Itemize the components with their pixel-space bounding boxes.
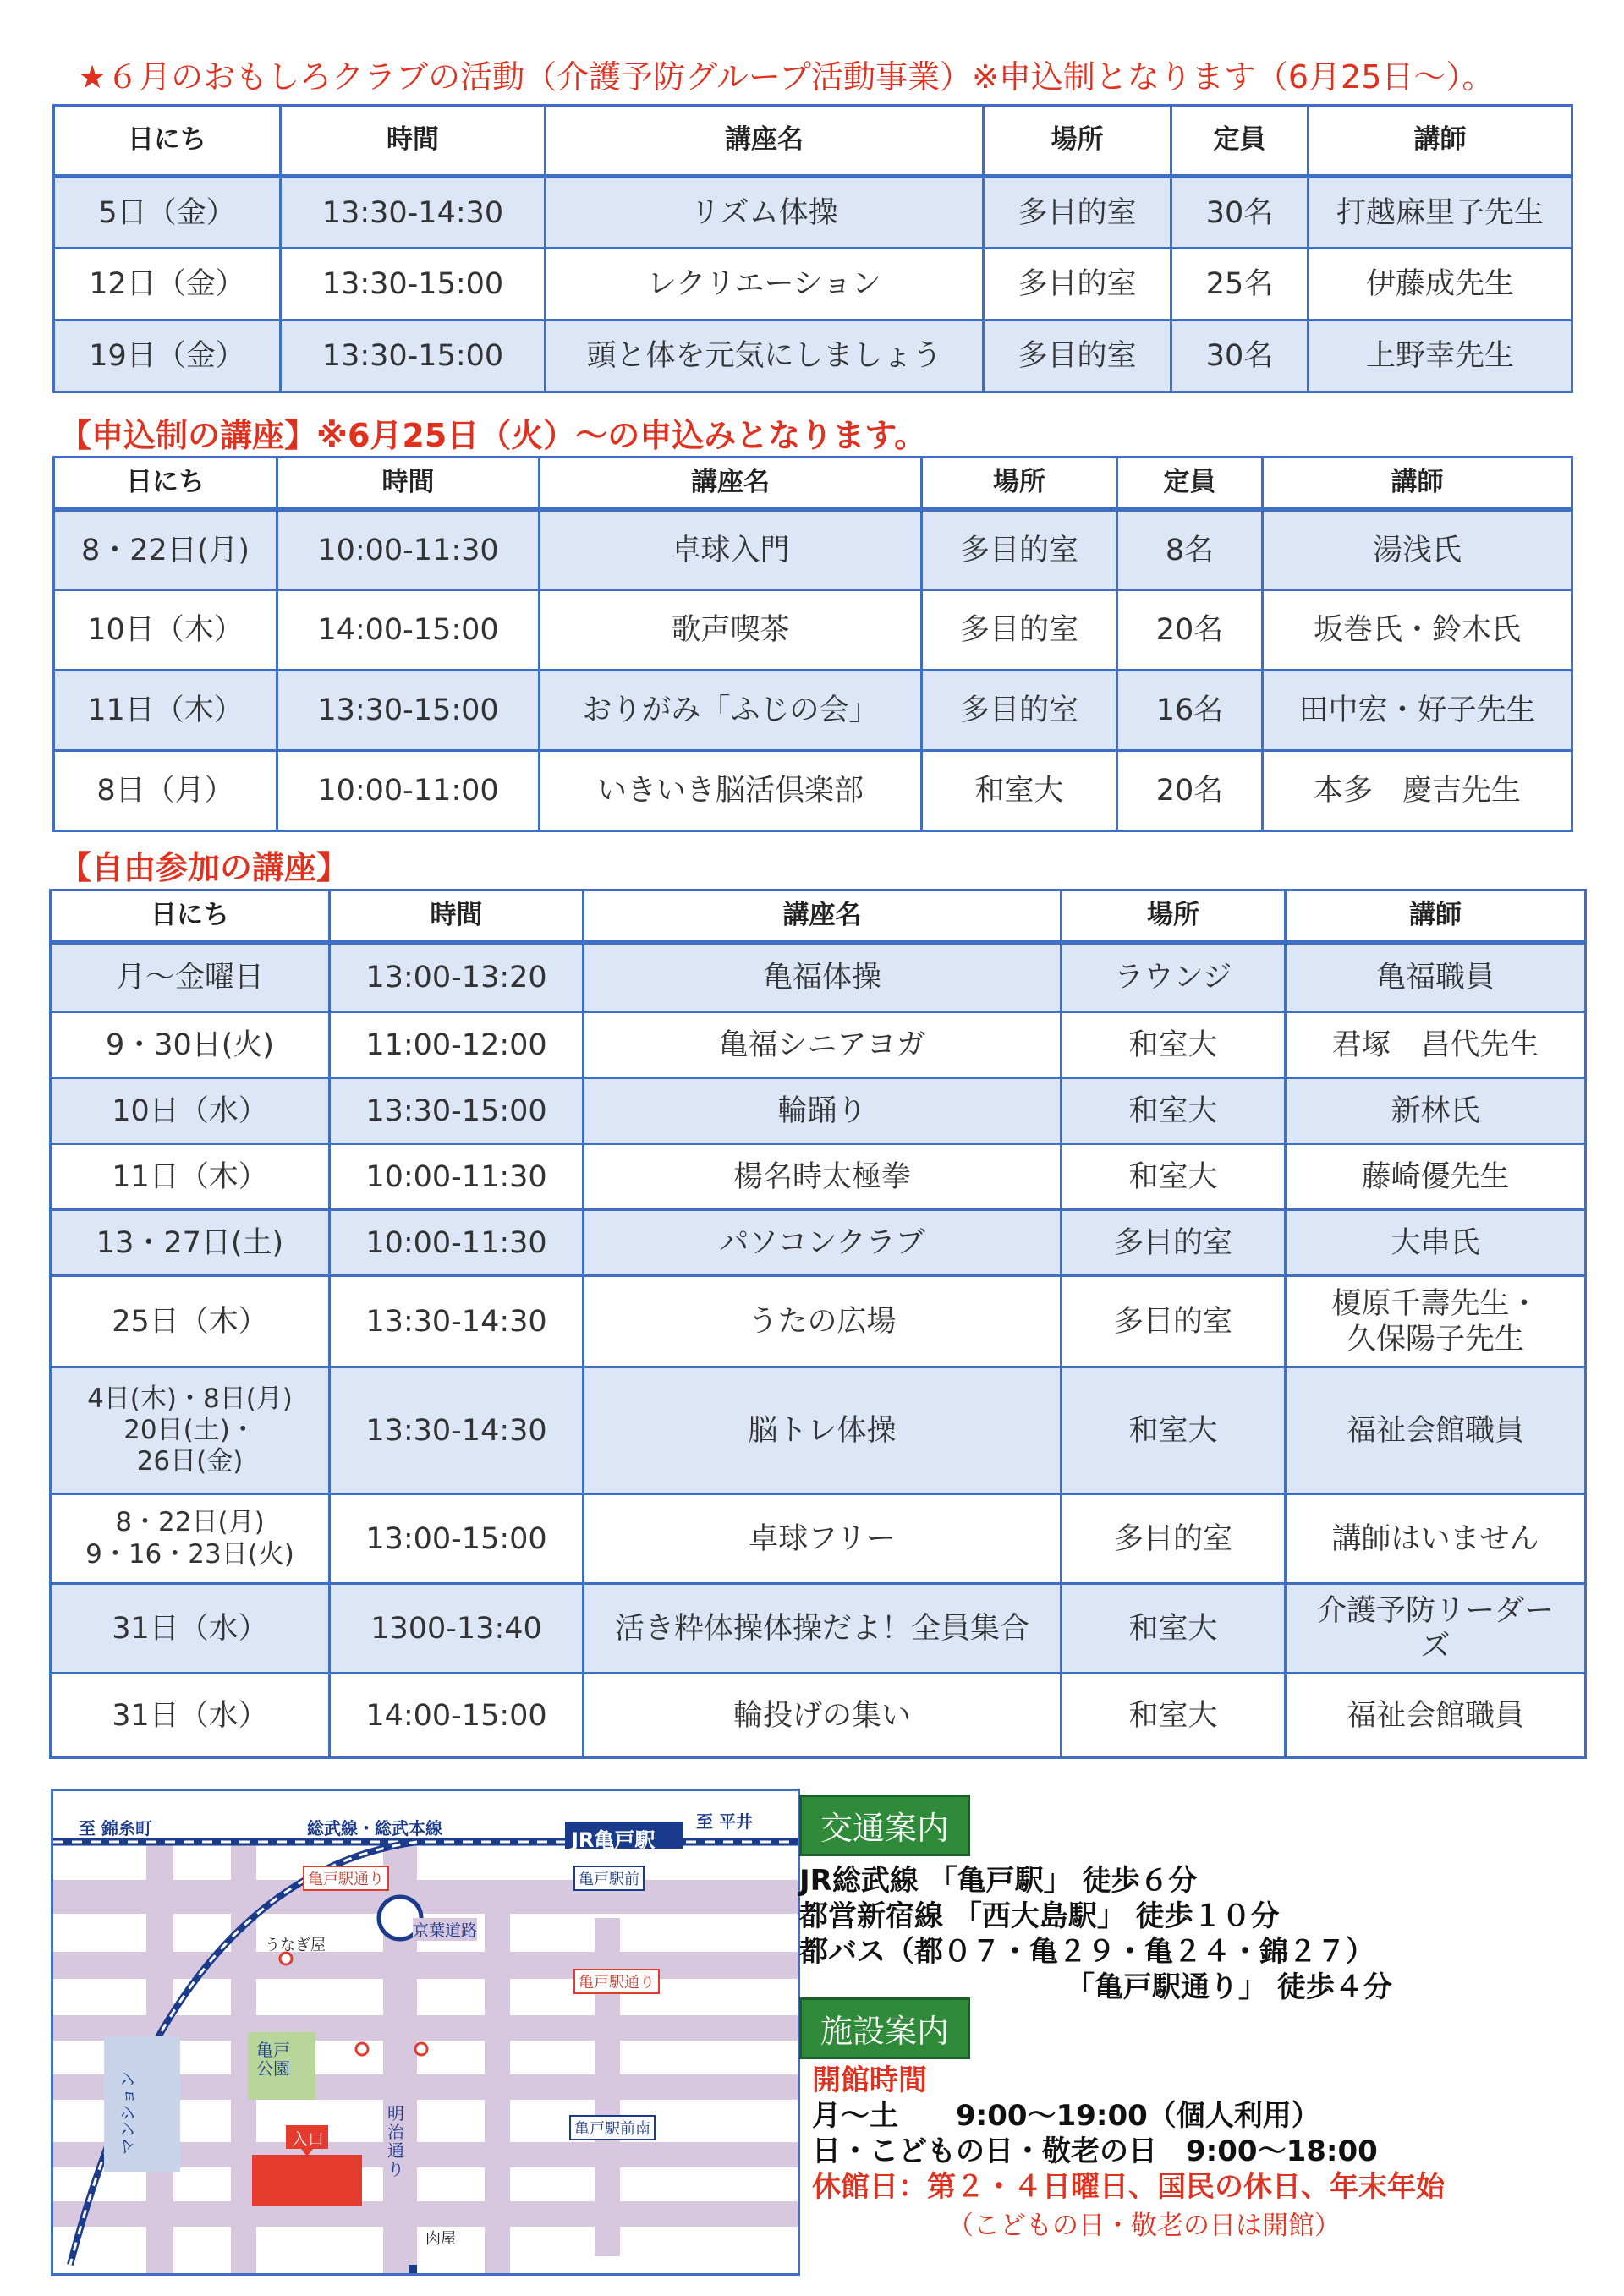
cell-date: 9・30日(火) bbox=[51, 1012, 330, 1078]
cell-instructor: 伊藤成先生 bbox=[1309, 249, 1572, 321]
reservation-heading: 【申込制の講座】※6月25日（火）～の申込みとなります。 bbox=[59, 417, 927, 454]
cell-time: 11:00-12:00 bbox=[330, 1012, 584, 1078]
label-unagi: うなぎ屋 bbox=[265, 1937, 326, 1954]
header-date: 日にち bbox=[54, 458, 277, 510]
street bbox=[485, 1901, 510, 2273]
table-row bbox=[54, 249, 1572, 321]
cell-place: 多目的室 bbox=[984, 177, 1171, 249]
cell-instructor: 坂巻氏・鈴木氏 bbox=[1263, 590, 1572, 671]
cell-course: レクリエーション bbox=[546, 249, 984, 321]
access-jr: JR総武線 「亀戸駅」 徒歩６分 bbox=[799, 1864, 1198, 1898]
bus-stop-icon bbox=[415, 2043, 427, 2055]
cell-course: 楊名時太極拳 bbox=[584, 1144, 1062, 1210]
cell-date: 月～金曜日 bbox=[51, 943, 330, 1012]
cell-time: 13:00-15:00 bbox=[330, 1494, 584, 1584]
header-time: 時間 bbox=[277, 458, 540, 510]
cell-date: 4日(木)・8日(月) 20日(土)・ 26日(金) bbox=[51, 1367, 330, 1494]
label-line: 総武線・総武本線 bbox=[307, 1818, 442, 1838]
cell-date: 5日（金） bbox=[54, 177, 281, 249]
cell-course: おりがみ「ふじの会」 bbox=[540, 671, 922, 751]
label-mansion: マンション bbox=[118, 2070, 138, 2155]
cell-instructor: 田中宏・好子先生 bbox=[1263, 671, 1572, 751]
cell-course: いきいき脳活倶楽部 bbox=[540, 751, 922, 831]
map-corner bbox=[409, 2265, 417, 2273]
header-instructor: 講師 bbox=[1263, 458, 1572, 510]
club-activity-table bbox=[52, 104, 1573, 393]
cell-date: 13・27日(土) bbox=[51, 1210, 330, 1276]
cell-date: 8・22日(月) 9・16・23日(火) bbox=[51, 1494, 330, 1584]
header-place: 場所 bbox=[984, 106, 1171, 177]
table-row bbox=[54, 177, 1572, 249]
cell-capacity: 20名 bbox=[1117, 590, 1263, 671]
label-hirai: 至 平井 bbox=[696, 1811, 753, 1832]
cell-time: 13:30-15:00 bbox=[277, 671, 540, 751]
bus-stop-icon bbox=[356, 2043, 368, 2055]
cell-course: 歌声喫茶 bbox=[540, 590, 922, 671]
table-row bbox=[54, 321, 1572, 392]
activity-heading: ★６月のおもしろクラブの活動（介護予防グループ活動事業）※申込制となります（6月25日～）。 bbox=[78, 58, 1495, 96]
cell-place: 多目的室 bbox=[922, 671, 1117, 751]
cell-time: 13:30-14:30 bbox=[330, 1367, 584, 1494]
cell-date: 10日（木） bbox=[54, 590, 277, 671]
cell-time: 10:00-11:30 bbox=[330, 1210, 584, 1276]
cell-course: うたの広場 bbox=[584, 1276, 1062, 1367]
cell-time: 10:00-11:00 bbox=[277, 751, 540, 831]
facility-building bbox=[252, 2155, 362, 2206]
table-row bbox=[54, 590, 1572, 671]
free-course-table bbox=[49, 889, 1587, 1759]
cell-place: 多目的室 bbox=[922, 590, 1117, 671]
cell-course: 脳トレ体操 bbox=[584, 1367, 1062, 1494]
table-row bbox=[51, 1012, 1586, 1078]
cell-course: 活き粋体操体操だよ！全員集合 bbox=[584, 1584, 1062, 1674]
table-row bbox=[51, 1584, 1586, 1674]
cell-time: 13:30-14:30 bbox=[281, 177, 546, 249]
cell-course: 卓球入門 bbox=[540, 510, 922, 590]
cell-instructor: 講師はいません bbox=[1286, 1494, 1586, 1584]
cell-date: 25日（木） bbox=[51, 1276, 330, 1367]
label-station: JR亀戸駅 bbox=[571, 1828, 656, 1852]
cell-time: 10:00-11:30 bbox=[330, 1144, 584, 1210]
cell-time: 10:00-11:30 bbox=[277, 510, 540, 590]
label-ekimae: 亀戸駅前 bbox=[573, 1866, 645, 1891]
header-capacity: 定員 bbox=[1117, 458, 1263, 510]
cell-capacity: 20名 bbox=[1117, 751, 1263, 831]
cell-capacity: 30名 bbox=[1171, 321, 1309, 392]
header-time: 時間 bbox=[330, 890, 584, 943]
facility-badge: 施設案内 bbox=[799, 1997, 970, 2059]
table-row bbox=[51, 1276, 1586, 1367]
label-entrance: 入口 bbox=[292, 2130, 325, 2149]
cell-capacity: 8名 bbox=[1117, 510, 1263, 590]
label-ekimae-minami: 亀戸駅前南 bbox=[569, 2115, 656, 2140]
label-meat-shop: 肉屋 bbox=[425, 2230, 456, 2248]
cell-instructor: 榎原千壽先生・ 久保陽子先生 bbox=[1286, 1276, 1586, 1367]
cell-place: 多目的室 bbox=[984, 321, 1171, 392]
cell-instructor: 福祉会館職員 bbox=[1286, 1674, 1586, 1758]
table-row bbox=[51, 1674, 1586, 1758]
cell-place: ラウンジ bbox=[1062, 943, 1286, 1012]
table-row bbox=[54, 510, 1572, 590]
header-place: 場所 bbox=[922, 458, 1117, 510]
header-course: 講座名 bbox=[584, 890, 1062, 943]
table-row bbox=[51, 1494, 1586, 1584]
cell-instructor: 湯浅氏 bbox=[1263, 510, 1572, 590]
header-course: 講座名 bbox=[546, 106, 984, 177]
cell-instructor: 打越麻里子先生 bbox=[1309, 177, 1572, 249]
cell-course: 輪踊り bbox=[584, 1078, 1062, 1144]
label-keiyo-road: 京葉道路 bbox=[413, 1918, 477, 1941]
label-bus-stop-1: 亀戸駅通り bbox=[303, 1866, 389, 1891]
cell-instructor: 君塚 昌代先生 bbox=[1286, 1012, 1586, 1078]
closed-note: （こどもの日・敬老の日は開館） bbox=[947, 2211, 1341, 2241]
cell-time: 13:30-15:00 bbox=[330, 1078, 584, 1144]
access-map bbox=[51, 1789, 800, 2276]
cell-course: 亀福シニアヨガ bbox=[584, 1012, 1062, 1078]
table-row bbox=[51, 943, 1586, 1012]
cell-course: リズム体操 bbox=[546, 177, 984, 249]
cell-date: 10日（水） bbox=[51, 1078, 330, 1144]
cell-date: 12日（金） bbox=[54, 249, 281, 321]
cell-place: 多目的室 bbox=[984, 249, 1171, 321]
access-bus-stop: 「亀戸駅通り」 徒歩４分 bbox=[1066, 1970, 1392, 2004]
header-place: 場所 bbox=[1062, 890, 1286, 943]
table-row bbox=[54, 751, 1572, 831]
closed-days: 休館日：第２・４日曜日、国民の休日、年末年始 bbox=[812, 2170, 1445, 2204]
cell-place: 和室大 bbox=[1062, 1078, 1286, 1144]
cell-place: 多目的室 bbox=[922, 510, 1117, 590]
table-row bbox=[51, 1367, 1586, 1494]
header-instructor: 講師 bbox=[1309, 106, 1572, 177]
cell-instructor: 介護予防リーダー ズ bbox=[1286, 1584, 1586, 1674]
cell-time: 13:00-13:20 bbox=[330, 943, 584, 1012]
cell-capacity: 30名 bbox=[1171, 177, 1309, 249]
free-join-heading: 【自由参加の講座】 bbox=[59, 849, 349, 886]
table-row bbox=[51, 1078, 1586, 1144]
hours-weekday: 月～土 9:00～19:00（個人利用） bbox=[812, 2099, 1320, 2133]
table-row bbox=[54, 671, 1572, 751]
label-kinshicho: 至 錦糸町 bbox=[79, 1818, 152, 1838]
access-toei: 都営新宿線 「西大島駅」 徒歩１０分 bbox=[799, 1899, 1280, 1933]
cell-place: 和室大 bbox=[922, 751, 1117, 831]
header-time: 時間 bbox=[281, 106, 546, 177]
cell-date: 8・22日(月) bbox=[54, 510, 277, 590]
cell-time: 13:30-14:30 bbox=[330, 1276, 584, 1367]
header-date: 日にち bbox=[51, 890, 330, 943]
cell-instructor: 上野幸先生 bbox=[1309, 321, 1572, 392]
access-bus: 都バス（都０７・亀２９・亀２４・錦２７） bbox=[799, 1935, 1374, 1969]
cell-time: 13:30-15:00 bbox=[281, 249, 546, 321]
cell-date: 11日（木） bbox=[51, 1144, 330, 1210]
label-bus-stop-2: 亀戸駅通り bbox=[573, 1969, 660, 1994]
cell-date: 31日（水） bbox=[51, 1674, 330, 1758]
cell-date: 11日（木） bbox=[54, 671, 277, 751]
cell-place: 多目的室 bbox=[1062, 1210, 1286, 1276]
cell-date: 8日（月） bbox=[54, 751, 277, 831]
cell-place: 和室大 bbox=[1062, 1674, 1286, 1758]
cell-instructor: 福祉会館職員 bbox=[1286, 1367, 1586, 1494]
cell-course: パソコンクラブ bbox=[584, 1210, 1062, 1276]
cell-place: 多目的室 bbox=[1062, 1276, 1286, 1367]
map-drawing bbox=[53, 1791, 798, 2273]
cell-date: 19日（金） bbox=[54, 321, 281, 392]
cell-capacity: 25名 bbox=[1171, 249, 1309, 321]
header-instructor: 講師 bbox=[1286, 890, 1586, 943]
cell-course: 亀福体操 bbox=[584, 943, 1062, 1012]
cell-instructor: 新林氏 bbox=[1286, 1078, 1586, 1144]
cell-instructor: 大串氏 bbox=[1286, 1210, 1586, 1276]
cell-course: 輪投げの集い bbox=[584, 1674, 1062, 1758]
hours-holiday: 日・こどもの日・敬老の日 9:00～18:00 bbox=[812, 2134, 1378, 2168]
table-row bbox=[51, 1144, 1586, 1210]
hours-title: 開館時間 bbox=[812, 2063, 927, 2097]
cell-time: 13:30-15:00 bbox=[281, 321, 546, 392]
access-badge: 交通案内 bbox=[799, 1795, 970, 1856]
cell-course: 卓球フリー bbox=[584, 1494, 1062, 1584]
header-course: 講座名 bbox=[540, 458, 922, 510]
header-date: 日にち bbox=[54, 106, 281, 177]
cell-place: 和室大 bbox=[1062, 1012, 1286, 1078]
label-park: 亀戸 公園 bbox=[256, 2040, 290, 2079]
label-meiji-dori: 明 治 通 り bbox=[387, 2103, 404, 2179]
cell-time: 14:00-15:00 bbox=[277, 590, 540, 671]
cell-course: 頭と体を元気にしましょう bbox=[546, 321, 984, 392]
header-capacity: 定員 bbox=[1171, 106, 1309, 177]
cell-instructor: 亀福職員 bbox=[1286, 943, 1586, 1012]
cell-time: 1300-13:40 bbox=[330, 1584, 584, 1674]
cell-time: 14:00-15:00 bbox=[330, 1674, 584, 1758]
reservation-course-table bbox=[52, 456, 1573, 832]
cell-capacity: 16名 bbox=[1117, 671, 1263, 751]
cell-instructor: 藤崎優先生 bbox=[1286, 1144, 1586, 1210]
cell-place: 和室大 bbox=[1062, 1584, 1286, 1674]
cell-place: 多目的室 bbox=[1062, 1494, 1286, 1584]
table-row bbox=[51, 1210, 1586, 1276]
cell-place: 和室大 bbox=[1062, 1367, 1286, 1494]
cell-instructor: 本多 慶吉先生 bbox=[1263, 751, 1572, 831]
cell-place: 和室大 bbox=[1062, 1144, 1286, 1210]
cell-date: 31日（水） bbox=[51, 1584, 330, 1674]
